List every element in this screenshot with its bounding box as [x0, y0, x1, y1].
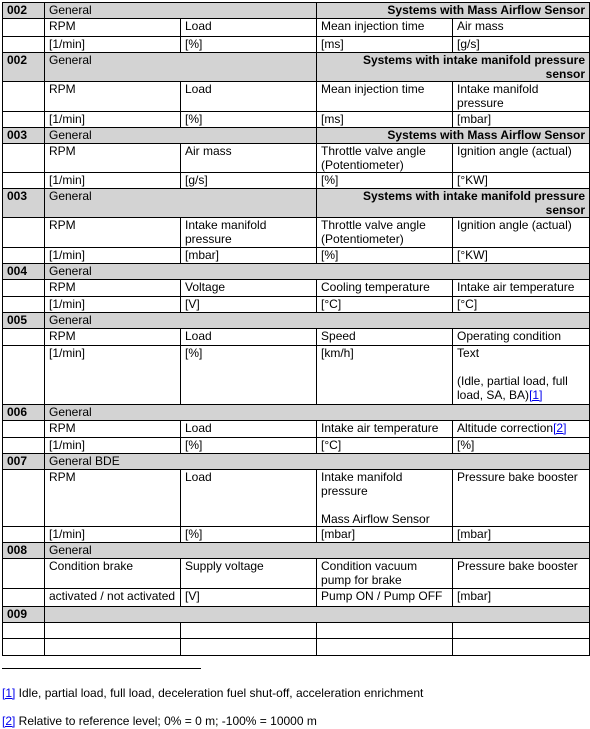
block-number: 008: [3, 543, 45, 559]
table-row: [3, 82, 590, 112]
block-number: 007: [3, 454, 45, 470]
block-number: 002: [3, 3, 45, 19]
footnote-text: Idle, partial load, full load, deceleration fuel shut-off, acceleration enrichment: [15, 686, 424, 700]
unit: [1/min]: [45, 112, 181, 128]
unit: [%]: [453, 438, 590, 454]
cell: RPM: [45, 329, 181, 346]
unit: [%]: [317, 248, 453, 264]
cell: RPM: [45, 144, 181, 173]
cell: Intake air temperature: [453, 280, 590, 297]
block-number: 003: [3, 189, 45, 218]
block-number: 006: [3, 405, 45, 421]
table-row: [3, 559, 590, 589]
block-header: [3, 53, 590, 82]
cell: Load: [181, 82, 317, 112]
unit: [°KW]: [453, 173, 590, 189]
table-row: [3, 623, 590, 639]
table-row: [3, 470, 590, 527]
footnote-link-1[interactable]: [1]: [529, 388, 543, 402]
cell: Altitude correction: [457, 421, 554, 435]
cell: Pressure bake booster: [453, 470, 590, 527]
cell: Load: [181, 421, 317, 438]
block-header: [3, 607, 590, 623]
condition-note: (Idle, partial load, full load, SA, BA): [457, 374, 568, 402]
block-group: General: [45, 3, 317, 19]
unit-row: [3, 37, 590, 53]
footnote-divider: [2, 668, 201, 669]
unit: [1/min]: [45, 248, 181, 264]
unit-row: [3, 527, 590, 543]
cell: Mean injection time: [317, 19, 453, 37]
cell: Air mass: [453, 19, 590, 37]
table-row: [3, 218, 590, 248]
block-group: General: [45, 128, 317, 144]
cell: Air mass: [181, 144, 317, 173]
footnote-link-2[interactable]: [2]: [553, 421, 567, 435]
cell: Condition brake: [45, 559, 181, 589]
unit: [°C]: [317, 438, 453, 454]
block-header: [3, 3, 590, 19]
unit: [ms]: [317, 112, 453, 128]
unit: [%]: [181, 112, 317, 128]
unit: [1/min]: [45, 438, 181, 454]
cell: Ignition angle (actual): [453, 144, 590, 173]
table-row: [3, 280, 590, 297]
block-group: General: [45, 543, 590, 559]
cell: Ignition angle (actual): [453, 218, 590, 248]
unit-row: [3, 248, 590, 264]
block-header: [3, 189, 590, 218]
block-group: General: [45, 405, 590, 421]
cell: Mean injection time: [317, 82, 453, 112]
unit: [°KW]: [453, 248, 590, 264]
unit: Pump ON / Pump OFF: [317, 589, 453, 607]
unit-row: [3, 346, 590, 405]
cell: RPM: [45, 19, 181, 37]
unit: [1/min]: [45, 37, 181, 53]
block-header: [3, 264, 590, 280]
cell: Supply voltage: [181, 559, 317, 589]
block-number: 004: [3, 264, 45, 280]
block-number: 003: [3, 128, 45, 144]
block-number: 009: [3, 607, 45, 623]
cell: Cooling temperature: [317, 280, 453, 297]
system-type: Systems with intake manifold pressure sensor: [317, 53, 590, 82]
block-header: [3, 128, 590, 144]
unit: [°C]: [317, 297, 453, 313]
system-type: Systems with intake manifold pressure sensor: [317, 189, 590, 218]
cell: RPM: [45, 218, 181, 248]
unit: [V]: [181, 589, 317, 607]
block-number: 002: [3, 53, 45, 82]
unit: [1/min]: [45, 346, 181, 405]
unit: [mbar]: [453, 112, 590, 128]
unit: [mbar]: [453, 527, 590, 543]
cell: Operating condition: [453, 329, 590, 346]
unit: [km/h]: [317, 346, 453, 405]
table-row: [3, 421, 590, 438]
cell: Throttle valve angle (Potentiometer): [317, 144, 453, 173]
cell: RPM: [45, 421, 181, 438]
unit: [g/s]: [181, 173, 317, 189]
unit-row: [3, 173, 590, 189]
unit: [%]: [181, 527, 317, 543]
unit: [%]: [181, 438, 317, 454]
cell: RPM: [45, 470, 181, 527]
block-header: [3, 313, 590, 329]
table-row: [3, 19, 590, 37]
cell: Speed: [317, 329, 453, 346]
unit-row: [3, 438, 590, 454]
table-row: [3, 144, 590, 173]
unit: [g/s]: [453, 37, 590, 53]
manifold-pressure-cell: [317, 470, 453, 527]
footnote-1: [2, 686, 423, 700]
cell: Throttle valve angle (Potentiometer): [317, 218, 453, 248]
footnote-ref-1[interactable]: [1]: [2, 686, 16, 700]
unit-row: [3, 589, 590, 607]
unit: [mbar]: [181, 248, 317, 264]
cell: Load: [181, 470, 317, 527]
system-type: Systems with Mass Airflow Sensor: [317, 3, 590, 19]
unit: [%]: [317, 173, 453, 189]
system-type: Systems with Mass Airflow Sensor: [317, 128, 590, 144]
cell: Intake manifold pressure: [181, 218, 317, 248]
cell: Load: [181, 19, 317, 37]
block-header: [3, 405, 590, 421]
unit: Text: [457, 346, 480, 360]
footnote-ref-2[interactable]: [2]: [2, 714, 16, 728]
table-row: [3, 639, 590, 656]
unit: [%]: [181, 346, 317, 405]
block-header: [3, 454, 590, 470]
cell: Pressure bake booster: [453, 559, 590, 589]
footnote-2: [2, 714, 317, 728]
cell: RPM: [45, 280, 181, 297]
block-number: 005: [3, 313, 45, 329]
cell: Condition vacuum pump for brake: [317, 559, 453, 589]
footnote-text: Relative to reference level; 0% = 0 m; -100% = 10000 m: [15, 714, 317, 728]
unit: [1/min]: [45, 297, 181, 313]
unit-row: [3, 297, 590, 313]
table-row: [3, 329, 590, 346]
operating-condition-cell: [453, 346, 590, 405]
block-group: General BDE: [45, 454, 590, 470]
cell: Intake manifold pressure: [453, 82, 590, 112]
unit: [1/min]: [45, 527, 181, 543]
cell: Load: [181, 329, 317, 346]
unit: [mbar]: [317, 527, 453, 543]
cell: Intake air temperature: [317, 421, 453, 438]
altitude-correction-cell: [453, 421, 590, 438]
unit-row: [3, 112, 590, 128]
block-header: [3, 543, 590, 559]
unit: [ms]: [317, 37, 453, 53]
cell: Intake manifold pressure: [321, 470, 403, 498]
unit: [%]: [181, 37, 317, 53]
block-group: General: [45, 189, 317, 218]
cell-alt: Mass Airflow Sensor: [321, 512, 430, 526]
block-group: General: [45, 53, 317, 82]
cell: RPM: [45, 82, 181, 112]
cell: Voltage: [181, 280, 317, 297]
block-group: General: [45, 313, 590, 329]
measuring-blocks-table: [2, 2, 590, 656]
unit: [mbar]: [453, 589, 590, 607]
unit: [V]: [181, 297, 317, 313]
unit: activated / not activated: [45, 589, 181, 607]
block-group: General: [45, 264, 590, 280]
unit: [1/min]: [45, 173, 181, 189]
unit: [°C]: [453, 297, 590, 313]
